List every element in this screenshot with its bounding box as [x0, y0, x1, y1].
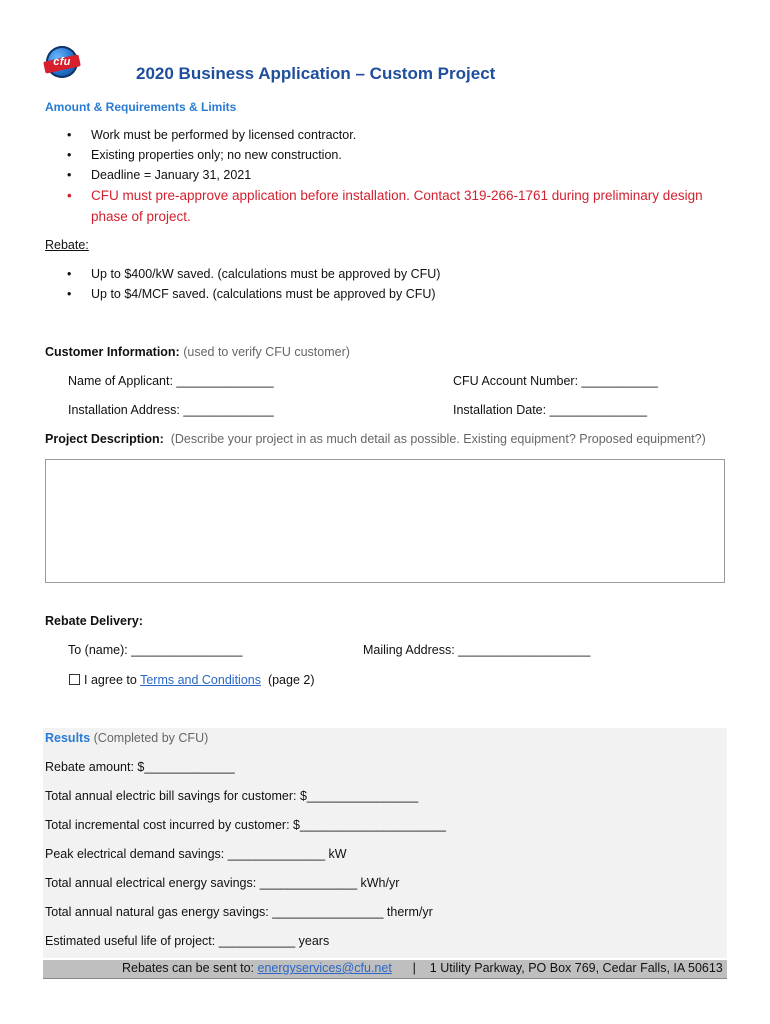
requirement-item: • Existing properties only; no new construction. — [45, 145, 731, 165]
requirements-list — [45, 125, 731, 227]
preapproval-notice: • CFU must pre-approve application before installation. Contact 319-266-1761 during preliminary design phase of project. — [45, 185, 731, 227]
footer-separator: | — [412, 961, 416, 975]
project-description-box[interactable] — [45, 459, 725, 583]
account-number-field[interactable]: CFU Account Number: ___________ — [453, 374, 658, 388]
results-note: (Completed by CFU) — [93, 731, 209, 745]
customer-info-header — [45, 345, 350, 359]
requirement-item: • Work must be performed by licensed contractor. — [45, 125, 731, 145]
cfu-logo — [46, 46, 78, 78]
peak-demand-savings-field[interactable]: Peak electrical demand savings: ______________ kW — [45, 847, 347, 861]
gas-energy-savings-field[interactable]: Total annual natural gas energy savings: ________________ therm/yr — [45, 905, 433, 919]
project-description-note: (Describe your project in as much detail as possible. Existing equipment? Proposed equipment?) — [170, 432, 706, 446]
requirements-heading: Amount & Requirements & Limits — [45, 100, 237, 114]
terms-agreement — [69, 673, 315, 687]
project-description-heading: Project Description: — [45, 432, 164, 446]
customer-info-note: (used to verify CFU customer) — [183, 345, 350, 359]
footer-text — [122, 961, 723, 975]
incremental-cost-field[interactable]: Total incremental cost incurred by customer: $_____________________ — [45, 818, 446, 832]
rebate-item: • Up to $400/kW saved. (calculations must be approved by CFU) — [45, 264, 440, 284]
rebate-delivery-heading: Rebate Delivery: — [45, 614, 143, 628]
electrical-energy-savings-field[interactable]: Total annual electrical energy savings: ______________ kWh/yr — [45, 876, 400, 890]
mailing-address-field[interactable]: Mailing Address: ___________________ — [363, 643, 591, 657]
useful-life-field[interactable]: Estimated useful life of project: ___________ years — [45, 934, 330, 948]
installation-address-field[interactable]: Installation Address: _____________ — [68, 403, 274, 417]
customer-info-heading: Customer Information: — [45, 345, 180, 359]
results-heading: Results — [45, 731, 91, 745]
electric-bill-savings-field[interactable]: Total annual electric bill savings for customer: $________________ — [45, 789, 419, 803]
requirement-item: • Deadline = January 31, 2021 — [45, 165, 731, 185]
logo-text: cfu — [53, 56, 71, 68]
rebate-item: • Up to $4/MCF saved. (calculations must be approved by CFU) — [45, 284, 440, 304]
agree-prefix: I agree to — [84, 673, 137, 687]
installation-date-field[interactable]: Installation Date: ______________ — [453, 403, 647, 417]
rebate-heading: Rebate: — [45, 238, 89, 252]
agree-suffix: (page 2) — [267, 673, 315, 687]
project-description-header — [45, 432, 706, 446]
terms-link[interactable]: Terms and Conditions — [140, 673, 261, 687]
recipient-name-field[interactable]: To (name): ________________ — [68, 643, 243, 657]
rebate-list — [45, 264, 440, 304]
applicant-name-field[interactable]: Name of Applicant: ______________ — [68, 374, 274, 388]
rebate-amount-field[interactable]: Rebate amount: $_____________ — [45, 760, 235, 774]
footer-prefix: Rebates can be sent to: — [122, 961, 255, 975]
page-title: 2020 Business Application – Custom Project — [136, 64, 496, 83]
agree-checkbox[interactable] — [69, 674, 80, 685]
footer-address: 1 Utility Parkway, PO Box 769, Cedar Falls, IA 50613 — [429, 961, 723, 975]
results-header — [45, 731, 208, 745]
footer-email-link[interactable]: energyservices@cfu.net — [257, 961, 392, 975]
